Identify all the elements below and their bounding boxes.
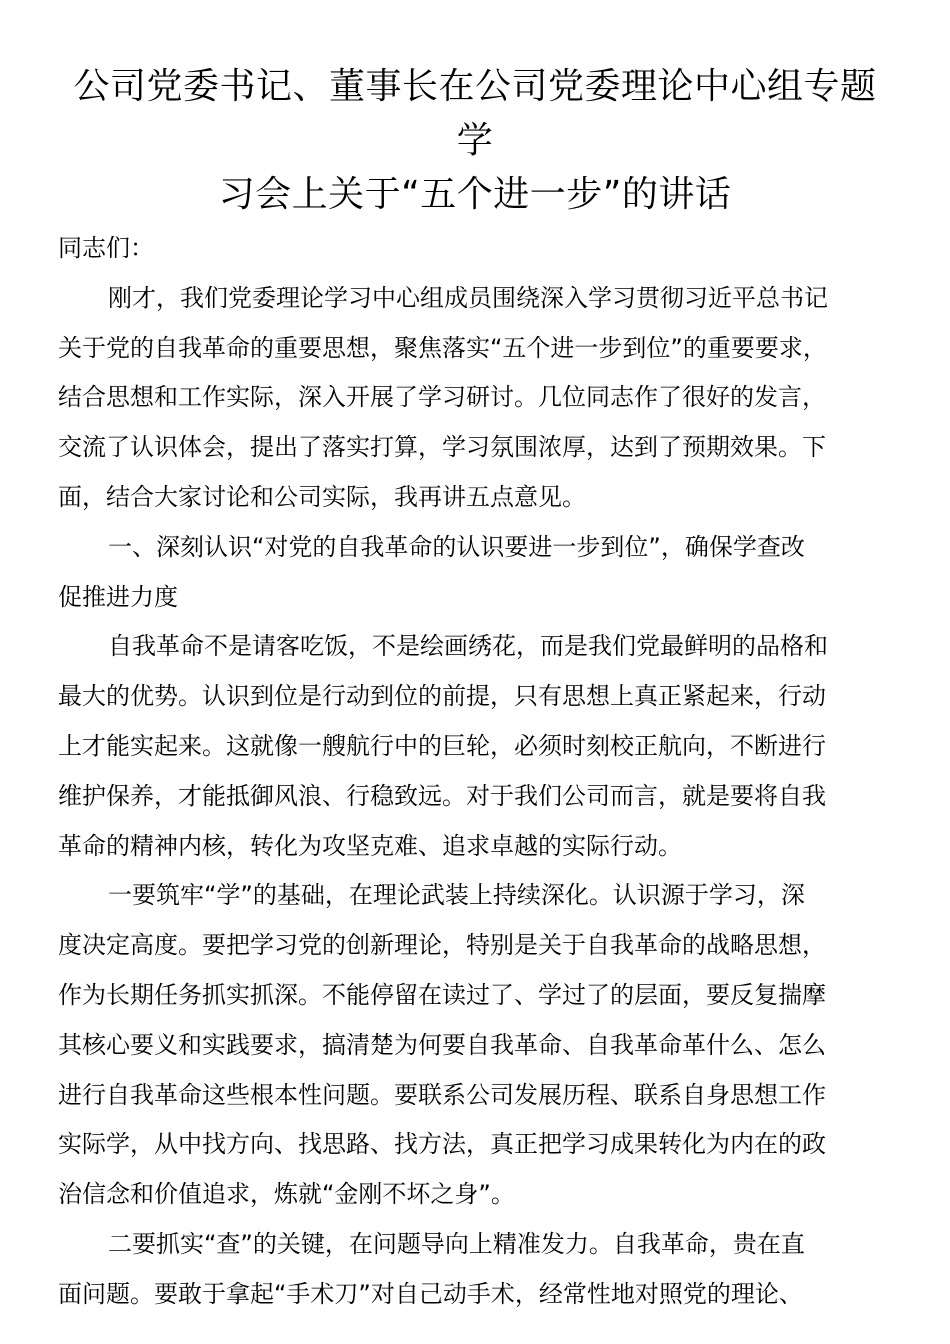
title-line-1: 公司党委书记、董事长在公司党委理论中心组专题学 bbox=[73, 66, 877, 161]
text-line: 结合思想和工作实际，深入开展了学习研讨。几位同志作了很好的发言， bbox=[58, 383, 826, 412]
paragraph-self-revolution bbox=[58, 622, 892, 871]
paragraph-inspect bbox=[58, 1220, 892, 1320]
text-line: 作为长期任务抓实抓深。不能停留在读过了、学过了的层面，要反复揣摩 bbox=[58, 980, 826, 1009]
text-line: 度决定高度。要把学习党的创新理论，特别是关于自我革命的战略思想， bbox=[58, 931, 826, 960]
text-line: 实际学，从中找方向、找思路、找方法，真正把学习成果转化为内在的政 bbox=[58, 1130, 826, 1159]
text-line: 自我革命不是请客吃饭，不是绘画绣花，而是我们党最鲜明的品格和 bbox=[108, 632, 828, 661]
document-page bbox=[58, 60, 892, 1320]
text-line: 上才能实起来。这就像一艘航行中的巨轮，必须时刻校正航向，不断进行 bbox=[58, 731, 826, 760]
text-line: 最大的优势。认识到位是行动到位的前提，只有思想上真正紧起来，行动 bbox=[58, 682, 826, 711]
document-title bbox=[58, 60, 892, 222]
text-line: 治信念和价值追求，炼就“金刚不坏之身”。 bbox=[58, 1180, 515, 1209]
title-line-2: 习会上关于“五个进一步”的讲话 bbox=[218, 174, 732, 215]
text-line: 面问题。要敢于拿起“手术刀”对自己动手术，经常性地对照党的理论、 bbox=[58, 1279, 803, 1308]
text-line: 进行自我革命这些根本性问题。要联系公司发展历程、联系自身思想工作 bbox=[58, 1080, 826, 1109]
text-line: 其核心要义和实践要求，搞清楚为何要自我革命、自我革命革什么、怎么 bbox=[58, 1030, 826, 1059]
text-line: 革命的精神内核，转化为攻坚克难、追求卓越的实际行动。 bbox=[58, 831, 682, 860]
salutation: 同志们： bbox=[58, 234, 154, 262]
text-line: 一要筑牢“学”的基础，在理论武装上持续深化。认识源于学习，深 bbox=[108, 881, 805, 910]
text-line: 关于党的自我革命的重要思想，聚焦落实“五个进一步到位”的重要要求， bbox=[58, 333, 827, 362]
text-line: 一、深刻认识“对党的自我革命的认识要进一步到位”，确保学查改 bbox=[108, 532, 805, 561]
text-line: 交流了认识体会，提出了落实打算，学习氛围浓厚，达到了预期效果。下 bbox=[58, 433, 826, 462]
paragraph-study bbox=[58, 871, 892, 1220]
text-line: 促推进力度 bbox=[58, 582, 178, 611]
text-line: 刚才，我们党委理论学习中心组成员围绕深入学习贯彻习近平总书记 bbox=[108, 283, 828, 312]
text-line: 维护保养，才能抵御风浪、行稳致远。对于我们公司而言，就是要将自我 bbox=[58, 781, 826, 810]
section-heading-1 bbox=[58, 523, 892, 623]
paragraph-opening bbox=[58, 274, 892, 523]
text-line: 面，结合大家讨论和公司实际，我再讲五点意见。 bbox=[58, 482, 586, 511]
text-line: 二要抓实“查”的关键，在问题导向上精准发力。自我革命，贵在直 bbox=[108, 1229, 805, 1258]
